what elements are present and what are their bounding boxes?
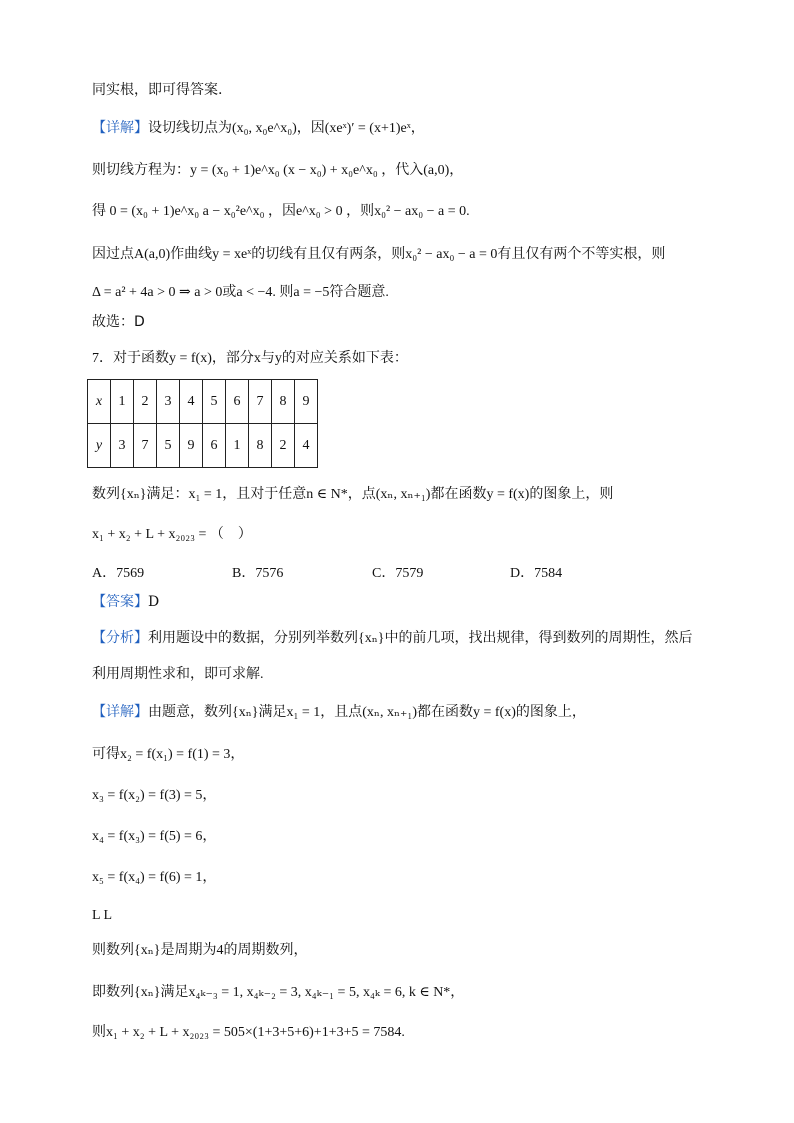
detail-text: 设切线切点为(x₀, x₀e^x₀)，因(xeˣ)′ = (x+1)eˣ， (148, 121, 425, 136)
table-cell: 3 (157, 380, 180, 424)
analysis-line-2 (92, 664, 264, 685)
table-cell: 1 (111, 380, 134, 424)
table-cell: 1 (226, 424, 249, 468)
step-line (92, 905, 112, 926)
analysis-line (92, 628, 693, 649)
discriminant-text: Δ = a² + 4a > 0 ⇒ a > 0或a < −4. 则a = −5符合题意. (92, 285, 389, 300)
text-line: 同实根，即可得答案. (92, 82, 223, 98)
step-line (92, 867, 216, 888)
text-line (92, 201, 470, 222)
equation-derivation: 得 0 = (x₀ + 1)e^x₀ a − x₀²e^x₀ ，因e^x₀ > 0 ，则x₀² − ax₀ − a = 0. (92, 204, 470, 219)
step-line (92, 1022, 405, 1043)
detail-line (92, 118, 425, 139)
table-row (88, 380, 318, 424)
text-line (92, 282, 389, 303)
choice-line: 故选：D (92, 314, 145, 330)
step-text: 则x₁ + x₂ + L + x₂₀₂₃ = 505×(1+3+5+6)+1+3+5 = 7584. (92, 1025, 405, 1040)
step-text: 可得x₂ = f(x₁) = f(1) = 3， (92, 747, 245, 762)
question-stem (92, 348, 408, 369)
detail-text: 由题意，数列{xₙ}满足x₁ = 1，且点(xₙ, xₙ₊₁)都在函数y = f(x)的图象上， (148, 705, 586, 720)
step-text: x₄ = f(x₃) = f(5) = 6， (92, 829, 217, 844)
analysis-tag: 【分析】 (92, 630, 148, 646)
step-line (92, 826, 216, 847)
table-cell: 7 (249, 380, 272, 424)
table-cell: 8 (272, 380, 295, 424)
detail-line (92, 702, 586, 723)
sum-expression-text: x₁ + x₂ + L + x₂₀₂₃ = （ ） (92, 527, 252, 542)
question-stem-text: 7．对于函数y = f(x)，部分x与y的对应关系如下表： (92, 351, 408, 366)
text-line (92, 244, 665, 265)
table-cell: 9 (180, 424, 203, 468)
condition-text: 因过点A(a,0)作曲线y = xeˣ的切线有且仅有两条，则x₀² − ax₀ − a = 0有且仅有两个不等实根，则 (92, 247, 666, 262)
table-cell: 6 (226, 380, 249, 424)
table-cell: 4 (295, 424, 318, 468)
detail-tag: 【详解】 (92, 120, 148, 136)
table-row (88, 424, 318, 468)
sequence-condition-text: 数列{xₙ}满足：x₁ = 1，且对于任意n ∈ N*，点(xₙ, xₙ₊₁)都在函数y = f(x)的图象上，则 (92, 487, 614, 502)
table-cell: 4 (180, 380, 203, 424)
step-text: x₃ = f(x₂) = f(3) = 5， (92, 788, 217, 803)
table-cell: 5 (157, 424, 180, 468)
table-header-y: y (88, 424, 111, 468)
answer-line (92, 592, 159, 612)
table-cell: 2 (272, 424, 295, 468)
option-c: C．7579 (372, 566, 424, 581)
step-line (92, 744, 244, 765)
step-text: 则数列{xₙ}是周期为4的周期数列， (92, 943, 308, 958)
table-cell: 7 (134, 424, 157, 468)
analysis-text-2: 利用周期性求和，即可求解. (92, 667, 264, 682)
table-cell: 9 (295, 380, 318, 424)
step-text: x₅ = f(x₄) = f(6) = 1， (92, 870, 217, 885)
step-line (92, 940, 308, 961)
table-header-x: x (88, 380, 111, 424)
detail-tag: 【详解】 (92, 704, 148, 720)
values-table (87, 379, 318, 468)
step-line (92, 785, 216, 806)
step-line (92, 982, 464, 1003)
answer-value: D (148, 594, 160, 610)
analysis-text: 利用题设中的数据，分别列举数列{xₙ}中的前几项，找出规律，得到数列的周期性，然后 (148, 631, 693, 646)
table-cell: 6 (203, 424, 226, 468)
table-cell: 2 (134, 380, 157, 424)
text-line (92, 160, 463, 181)
table-cell: 8 (249, 424, 272, 468)
step-text: L L (92, 908, 113, 923)
option-b: B．7576 (232, 566, 284, 581)
table-cell: 3 (111, 424, 134, 468)
sequence-condition (92, 484, 613, 505)
step-text: 即数列{xₙ}满足x₄ₖ₋₃ = 1, x₄ₖ₋₂ = 3, x₄ₖ₋₁ = 5, x₄ₖ = 6, k ∈ N*， (92, 985, 465, 1000)
answer-tag: 【答案】 (92, 594, 148, 610)
sum-expression (92, 524, 252, 545)
tangent-equation: 则切线方程为：y = (x₀ + 1)e^x₀ (x − x₀) + x₀e^x₀ ，代入(a,0)， (92, 163, 464, 178)
option-a: A．7569 (92, 566, 145, 581)
table-cell: 5 (203, 380, 226, 424)
option-d: D．7584 (510, 566, 563, 581)
